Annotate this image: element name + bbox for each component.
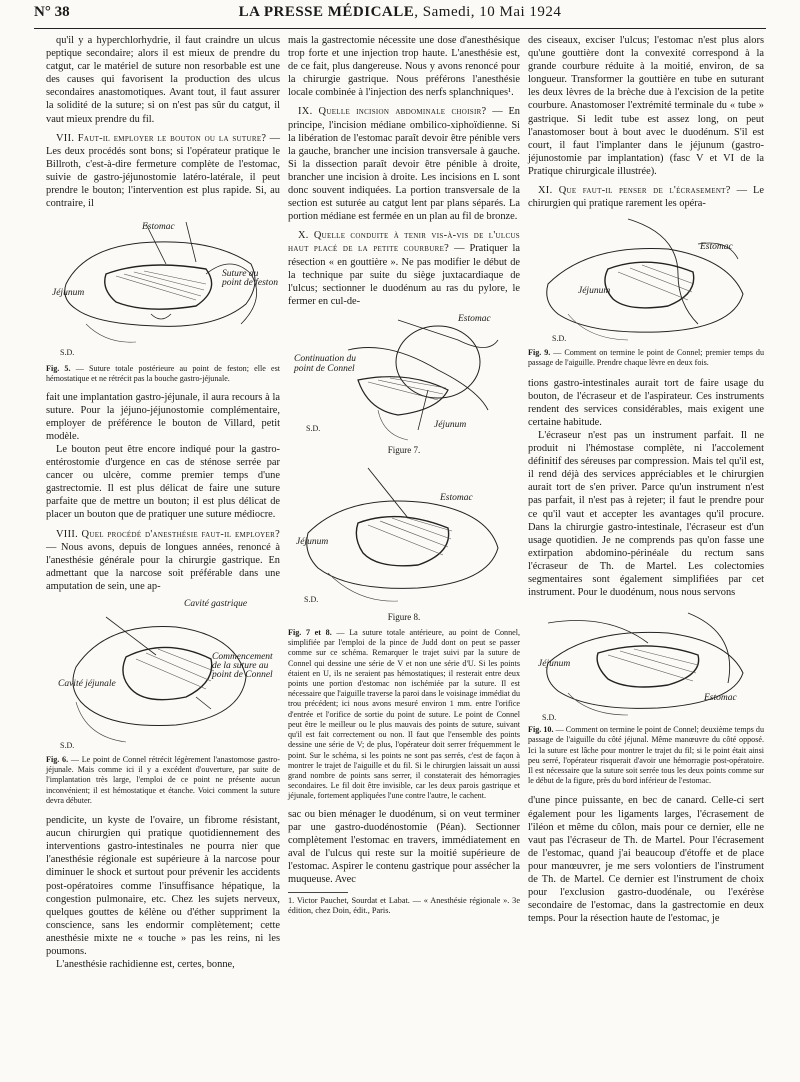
figure-9-caption [528,348,764,368]
figure-label-jejunum: Jéjunum [538,659,571,670]
figure-label-jejunum: Jéjunum [578,286,611,297]
paragraph: mais la gastrectomie nécessite une dose d'anesthésique trop forte et une injection trop haute. L'anesthésie est, de ce fait, plus dangereuse. Nous y avons renoncé pour la chirurgie gastrique. Nous préférons l'anesthésie locale combinée à l'injection des nerfs splanchniques¹. [288,35,520,99]
figure-label-jejunum: Jéjunum [434,419,467,430]
section-title: XI. Que faut-il penser de l'écrasement? [538,185,731,197]
section-title: VII. Faut-il employer le bouton ou la suture? [56,132,267,144]
section-body: — En principe, l'incision médiane ombilico-xiphoïdienne. Si la libération de l'estomac paraît devoir être pénible vers la gauche, brancher une incision transversale à gauche. Si la dissection paraît devoir être pénible à droite, brancher une incision à droite. Les incisions en L sont donc souvent indiquées. La portion transversale de la section est suturée au catgut lent par plans séparés. La portion médiane est fermée en un plan au fil de bronze. [288,106,521,223]
running-title: LA PRESSE MÉDICALE, Samedi, 10 Mai 1924 [238,4,562,20]
section-7 [46,132,280,211]
artist-initials: S.D. [306,423,321,433]
paragraph: qu'il y a hyperchlorhydrie, il faut craindre un ulcus peptique secondaire; alors il est mieux de prendre du catgut, car le matériel de suture non resorbable est une des causes qui favorisent la production des ulcus secondaires anastomotiques. Avant tout, il faut assurer la solidité de la suture; si on n'est pas sûr du catgut, il vaut mieux prendre du fil. [46,35,280,125]
figure-label-jejunum: Jéjunum [52,288,85,299]
artist-initials: S.D. [304,594,319,604]
paragraph: tions gastro-intestinales aurait tort de faire usage du bouton, de l'écraseur et de l'aspirateur. Ces instruments rendent des services considérables, mais exigent une certaine habitude. [528,377,764,428]
paragraph: sac ou bien ménager le duodénum, si on veut terminer par une gastro-duodénostomie (Péan). Sectionner complètement l'estomac en travers, immédiatement en aval de l'ulcus qui reste sur la moitié supérieure de l'estomac. Aspirer le contenu gastrique pour assécher la muqueuse. Avec [288,808,520,885]
figure-label-cavite-gastrique: Cavité gastrique [184,599,248,610]
section-body: — Pratiquer la résection « en gouttière ». Ne pas modifier le début de la technique par suite du siège juxtacardiaque de l'ulcus; sectionner le duodénum au ras du pylore, le fermer en cul-de- [288,243,520,307]
section-8 [46,528,280,593]
caption-text: — La suture totale antérieure, au point de Connel, simplifiée par l'emploi de la pince de Judd dont on peut se passer comme sur ce schéma. Remarquer le trajet suivi par la suture de Connel qui dessine une série de V et non une série d'U. Si les points étaient en U, ils ne seraient pas hémostatiques; il resterait entre deux points une portion d'estomac non ischémiée par la suture. Il est nécessaire que l'aiguille traverse la paroi dans le voisinage immédiat du trou précédent; ici nous avons mesuré environ 1 mm. entre l'orifice d'entrée et l'orifice de sortie du point de suture. Le point de Connel peut être le meilleur ou le plus mauvais des points de suture, suivant qu'il est fait correctement ou non. Il faut que l'ensemble des points dessine une série de V; de plus, l'opérateur doit serrer fréquemment le point. Sur le schéma, si les points ne sont pas serrés, c'est de façon à montrer le trajet de l'aiguille et du fil. Si le chirurgien laissait un aussi grand nombre de points sans serrer, il constaterait des hémorragies secondaires. Le fil doit être invisible, car les deux parois gastrique et jéjunale, fortement appliquées l'une contre l'autre, le cachent. [288,628,520,801]
figure-9-drawing [528,214,764,348]
caption-text: — Le point de Connel rétrécit légèrement l'anastomose gastro-jéjunale. Mais comme ici il y a excédent d'ouverture, par suite de l'implantation très large, l'emploi de ce point ne présente aucun inconvénient; il est hémostatique et étanche. Voici comment la suture devra débuter. [46,755,280,805]
section-title: VIII. Quel procédé d'anesthésie faut-il employer? [56,528,280,540]
figure-10 [528,603,764,725]
figure-8-title: Figure 8. [387,611,421,622]
paragraph: pendicite, un kyste de l'ovaire, un fibrome résistant, aucun chirurgien qui pratique quotidiennement des interventions gastro-intestinales ne pourra nier que l'anesthésie régionale est supérieure à la narcose pour diminuer le shock et surtout pour prévenir les accidents post-opératoires comme l'insuffisance hépatique, la congestion pulmonaire, etc. Chez les sujets nerveux, quelques gouttes de kélène ou d'éther suppriment la conscience, sans les endormir complètement; cette anesthésie mixte ne « touche » pas les reins, ni les poumons. [46,815,280,957]
artist-initials: S.D. [552,334,567,344]
section-9 [288,105,520,223]
figure-label-estomac: Estomac [440,492,473,503]
figure-7-drawing [288,310,520,444]
column-2 [288,34,520,917]
caption-label: Fig. 5. [46,364,71,374]
artist-initials: S.D. [60,348,75,358]
figure-7-8-caption [288,628,520,801]
paragraph: Le bouton peut être encore indiqué pour la gastro-entérostomie d'urgence en cas de sténose serrée par cancer ou ulcère, comme premier temps d'une gastrectomie. Il est plus délicat de faire une suture parfaite que de mettre un bouton; il est plus délicat de placer un bouton que de pratiquer une suture médiocre. [46,444,280,521]
figure-label-continuation: Continuation du point de Connel [294,353,357,374]
footnote: 1. Victor Pauchet, Sourdat et Labat. — « Anesthésie régionale ». 3e édition, chez Doin, édit., Paris. [288,896,520,916]
paragraph: fait une implantation gastro-jéjunale, il aura recours à la suture. Pour la jéjuno-jéjunostomie complémentaire, employer de préférence le bouton de Villard, petit modèle. [46,391,280,442]
paragraph: des ciseaux, exciser l'ulcus; l'estomac n'est plus alors qu'une gouttière dont la convexité correspond à la grande courbure réduite à la moitié, environ, de sa longueur. Transformer la gouttière en tube en suturant les deux lèvres de la brèche due à l'excision de la petite courbure. Anastomoser l'extrémité terminale du « tube » gastrique. Si ledit tube est assez long, on peut l'anastomoser bout à bout avec le duodénum. S'il est court, il faut l'implanter dans le jéjunum (gastro-jéjunostomie par implantation) (fasc V et VI de la Pratique chirurgicale illustrée). [528,35,764,177]
figure-6-caption [46,755,280,806]
figure-label-suture: Suture au point de feston [222,269,278,289]
figure-6 [46,597,280,755]
figure-7-title: Figure 7. [387,444,421,455]
section-body: — Le chirurgien qui pratique rarement les opéra- [528,185,764,210]
figure-label-estomac: Estomac [458,313,491,324]
column-3 [528,34,764,925]
caption-label: Fig. 7 et 8. [288,628,332,638]
page-header [0,0,800,26]
caption-label: Fig. 9. [528,348,551,358]
figure-label-estomac: Estomac [700,242,733,253]
issue-date: Samedi, 10 Mai 1924 [422,4,562,20]
caption-text: — Comment on termine le point de Connel; premier temps du passage de l'aiguille. Prendre chaque lèvre en deux fois. [528,348,764,368]
header-rule [34,28,766,29]
journal-name: LA PRESSE MÉDICALE [238,4,415,20]
figure-5-caption [46,364,280,384]
paragraph: d'une pince puissante, en bec de canard. Celle-ci sert également pour les ligaments larges, l'écrasement de l'iléon et même du côlon, mais pour ce dernier, elle ne vaut pas l'écraseur de Th. de Martel. Pour l'écrasement de l'estomac, quand j'ai beaucoup d'étoffe et de place pour manœuvrer, je me sers volontiers de l'instrument de Th. de Martel. Ce dernier est l'instrument de choix pour l'exclusion gastro-duodénale, ou l'exérèse secondaire de l'estomac, dans la gastrectomie en deux temps. Pour la résection haute de l'estomac, je [528,795,764,925]
artist-initials: S.D. [542,713,557,723]
section-body: — Les deux procédés sont bons; si l'opérateur pratique le Billroth, c'est-à-dire fermeture complète de l'estomac, suivie de gastro-jéjunostomie latéro-latérale, il peut prendre le bouton; l'intervention est plus rapide. Si, au contraire, il [46,132,280,210]
section-title: X. Quelle conduite à tenir vis-à-vis de l'ulcus haut placé de la petite courbure? [288,230,520,255]
section-title: IX. Quelle incision abdominale choisir? [298,106,487,118]
caption-label: Fig. 10. [528,725,554,735]
figure-8 [288,463,520,611]
paragraph: L'anesthésie rachidienne est, certes, bonne, [56,959,235,971]
paragraph: L'écraseur n'est pas un instrument parfait. Il ne produit ni l'hémostase complète, ni l'accolement définitif des séreuses par compression. Mais tel qu'il est, il rend déjà des services appréciables et le chirurgien aurait tort de s'en priver. Parce qu'un instrument n'est pas parfait, il n'est pas à rejeter; il faut le prendre pour ce qu'il vaut et accepter les avantages qu'il procure. Dans la chirurgie gastro-intestinale, l'écraseur est d'un usage quotidien. Je ne comprends pas qu'on fasse une extirpation abdomino-périnéale du rectum sans l'écraseur de Th. de Martel. Les colectomies segmentaires sont également simplifiées par cet instrument. Pour le duodénum, nous nous servons [528,430,764,599]
footnote-rule [288,892,348,893]
section-11 [528,184,764,210]
caption-text: — Suture totale postérieure au point de feston; elle est hémostatique et ne rétrécit pas la bouche gastro-jéjunale. [46,364,280,384]
figure-label-estomac: Estomac [704,693,737,704]
figure-9 [528,214,764,348]
figure-label-estomac: Estomac [142,222,175,233]
caption-text: — Comment on termine le point de Connel; deuxième temps du passage de l'aiguille du côté jéjunal. Même manœuvre du côté opposé. Ici la suture est lâche pour montrer le trajet du fil; si le point était ainsi peu serré, l'opérateur risquerait d'avoir une hémorragie post-opératoire. Il est nécessaire que la suture soit serrée tous les deux points comme sur le début de la figure, près du bord inférieur de l'estomac. [528,725,765,786]
section-10 [288,229,520,308]
artist-initials: S.D. [60,741,75,751]
page-number: N° 38 [34,4,70,20]
figure-label-cavite-jejunale: Cavité jéjunale [58,679,116,690]
figure-5 [46,214,280,364]
figure-label-commencement: Commencement de la suture au point de Connel [212,652,273,681]
caption-label: Fig. 6. [46,755,69,765]
figure-7 [288,310,520,444]
figure-10-caption [528,725,764,786]
figure-label-jejunum: Jéjunum [296,536,329,547]
column-1 [46,34,280,971]
section-body: — Nous avons, depuis de longues années, renoncé à l'anesthésie générale pour la chirurgie gastrique. En admettant que la narcose soit préférable dans une amputation de sein, une ap- [46,541,280,592]
